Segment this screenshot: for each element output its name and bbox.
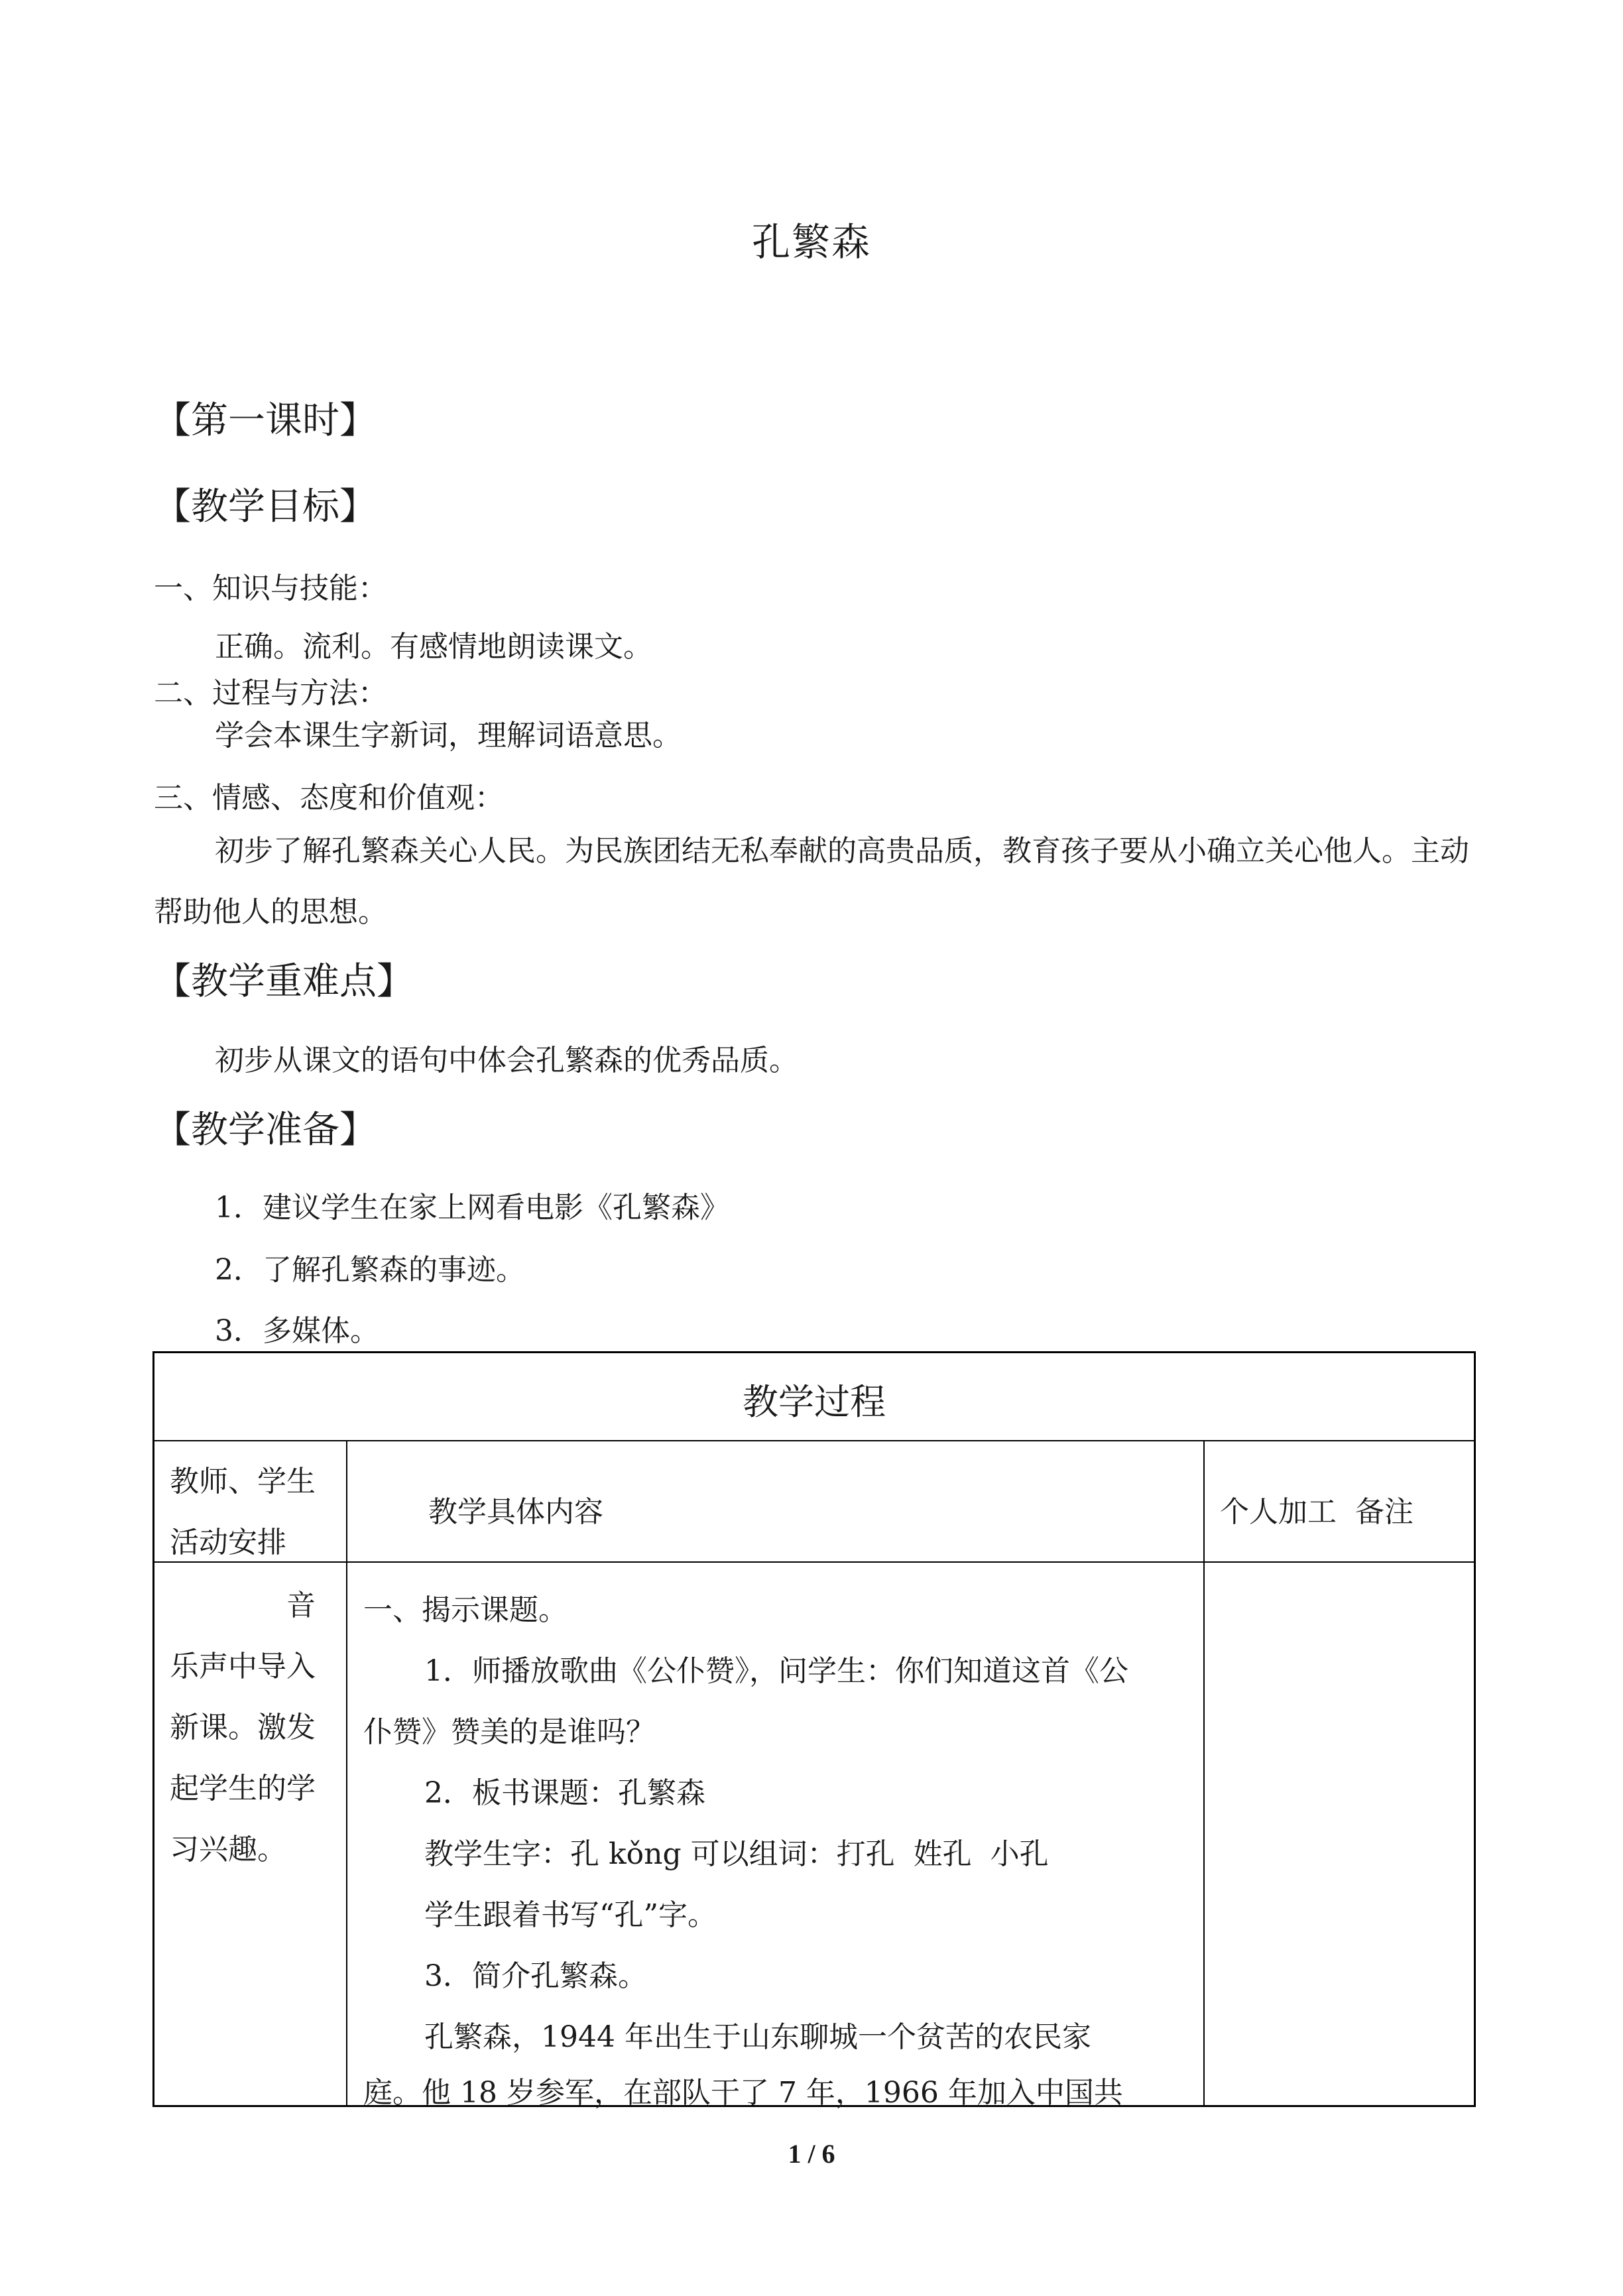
prep-item: 3．多媒体。 [215,1314,379,1348]
goal3-heading: 三、情感、态度和价值观： [154,781,504,815]
content-line: 学生跟着书写“孔”字。 [424,1898,717,1932]
content-line: 仆赞》赞美的是谁吗？ [363,1715,655,1749]
section-heading-lesson: 【第一课时】 [154,399,377,442]
table-row-divider [152,1440,1476,1441]
table-header-col2: 教学具体内容 [428,1495,603,1529]
content-line: 孔繁森，1944 年出生于山东聊城一个贫苦的农民家 [424,2020,1091,2054]
content-line: 3．简介孔繁森。 [424,1959,647,1993]
table-title: 教学过程 [743,1381,886,1423]
goal1-text: 正确。流利。有感情地朗读课文。 [215,630,652,664]
section-heading-goals: 【教学目标】 [154,485,377,528]
table-col-divider [1203,1440,1205,2107]
table-header-col3: 个人加工 备注 [1220,1495,1413,1529]
goal1-heading: 一、知识与技能： [154,572,387,605]
content-line: 教学生字：孔 kǒng 可以组词：打孔 姓孔 小孔 [424,1837,1049,1871]
prep-item: 2．了解孔繁森的事迹。 [215,1253,525,1287]
section-heading-prep: 【教学准备】 [154,1109,377,1152]
table-border-right [1474,1351,1476,2107]
page-number: 1 / 6 [788,2139,835,2169]
table-border-left [152,1351,154,2107]
content-line: 一、揭示课题。 [363,1593,568,1627]
content-line: 1．师播放歌曲《公仆赞》，问学生：你们知道这首《公 [424,1654,1128,1688]
page-title: 孔繁森 [751,219,871,265]
activity-note: 音乐声中导入新课。激发起学生的学习兴趣。 [170,1589,316,1866]
table-row-divider [152,1561,1476,1563]
goal2-text: 学会本课生字新词，理解词语意思。 [215,719,682,753]
table-header-col1-line2: 活动安排 [170,1526,286,1559]
prep-item: 1．建议学生在家上网看电影《孔繁森》 [215,1191,729,1225]
goal2-heading: 二、过程与方法： [154,676,387,710]
content-line: 庭。他 18 岁参军，在部队干了 7 年，1966 年加入中国共 [363,2076,1123,2110]
section-heading-key: 【教学重难点】 [154,960,414,1003]
table-border-top [152,1351,1476,1353]
table-col-divider [346,1440,347,2107]
table-header-col1: 教师、学生 [170,1465,316,1498]
goal3-text: 初步了解孔繁森关心人民。为民族团结无私奉献的高贵品质，教育孩子要从小确立关心他人。主动帮助他人的思想。 [154,834,1469,929]
key-text: 初步从课文的语句中体会孔繁森的优秀品质。 [215,1044,798,1077]
content-line: 2．板书课题：孔繁森 [424,1776,705,1810]
